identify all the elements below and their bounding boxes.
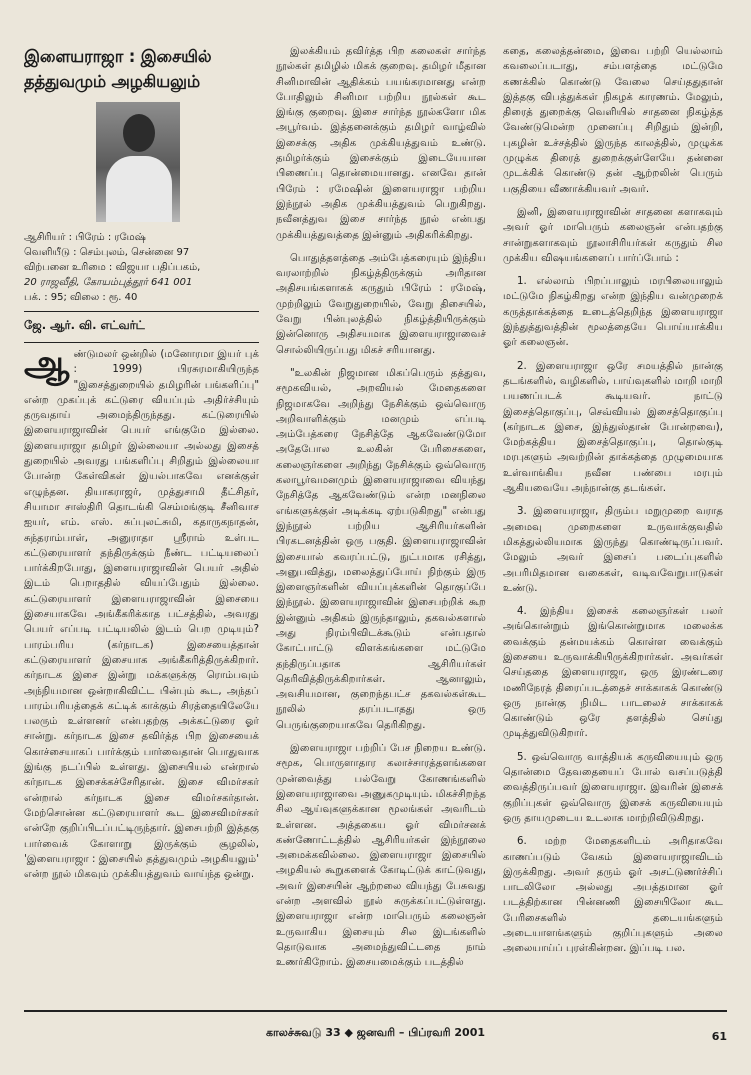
book-address: 20 ராஜவீதி, கோயம்புத்தூர் 641 001 bbox=[24, 277, 193, 288]
column-3 bbox=[503, 44, 723, 999]
author-photo bbox=[96, 102, 180, 222]
paragraph: பொதுத்தளத்தை அம்பேத்கரையும் இந்திய வரலாற்றில் நிகழ்த்திருக்கும் அரிதான அதிசயங்களாகக் கருதும் பிரேம் : ரமேஷ், முற்றிலும் வேறுதுறையில், வேறு திசையில், வேறு பின்புலத்தில் நிகழ்த்தியிருக்கும் இன்னொரு அதிசயமாக இளையராஜாவைச் சொல்லியிருப்பது மிகச் சரியானது. bbox=[276, 252, 486, 356]
book-author: ஆசிரியர் : பிரேம் : ரமேஷ் bbox=[24, 232, 146, 243]
book-publisher: வெளியீடு : செம்புலம், சென்னை 97 bbox=[24, 247, 190, 258]
list-item: 3. இளையராஜா, திரும்ப மறுமுறை வராத அமைவு முறைகளை உருவாக்குவதில் மிகத்துல்லியமாக இருந்து கொண்டிருப்பவர். மேலும் அவர் இசைப் படைப்புகளில் அபரிமிதமான வகைகள், வடிவவேறுபாடுகள் உண்டு. bbox=[503, 506, 723, 594]
book-pages-price: பக். : 95; விலை : ரூ. 40 bbox=[24, 292, 138, 303]
reviewer-name: ஜே. ஆர். வி. எட்வர்ட் bbox=[24, 318, 145, 332]
page-number: 61 bbox=[711, 1030, 727, 1043]
column-1 bbox=[24, 44, 259, 999]
paragraph: கதை, கலைத்தன்மை, இவை பற்றி யெல்லாம் கவலைப்படாது, சம்பளத்தை மட்டுமே கணக்கில் கொண்டு வேலை செய்ததுதான் இத்தகு விபத்துக்கள் நிகழக் காரணம். மேலும், திரைத் துறைக்கு வெளியில் சாதனை நிகழ்த்த வேண்டுமென்ற முனைப்பு சிறிதும் இன்றி, புகழின் உச்சத்தில் இருந்த காலத்தில், முழுக்க முழுக்க திரைத் துறைக்குள்ளேயே தன்னை முடக்கிக் கொண்டு தன் ஆற்றலின் பெரும் பகுதியை வீணாக்கியவர் அவர். bbox=[503, 46, 723, 195]
paragraph: இனி, இளையராஜாவின் சாதனை களாகவும் அவர் ஓர் மாபெரும் கலைஞன் என்பதற்கு சான்றுகளாகவும் நூலாசிரியர்கள் கருதும் சில முக்கிய விஷயங்களைப் பார்ப்போம் : bbox=[503, 206, 723, 264]
list-item: 6. மற்ற மேதைகளிடம் அரிதாகவே காணப்படும் வேகம் இளையராஜாவிடம் இருக்கிறது. அவர் தரும் ஓர் அசட்டுணர்ச்சிப் பாடலிலோ அல்லது அபத்தமான ஓர் படத்திற்கான பின்னணி இசையிலோ கூட பேரிசைகளில் தடையங்களும் அடையாளங்களும் குறிப்புகளும் அலை அலையாய்ப் புரள்கின்றன. இப்படி பல. bbox=[503, 836, 723, 955]
book-info bbox=[24, 230, 259, 305]
list-item: 5. ஒவ்வொரு வாத்தியக் கருவியையும் ஒரு தொன்மை தேவதையைப் போல் வசப்படுத்தி வைத்திருப்பவர் இளையராஜா. இவரின் இசைக் குறிப்புகள் ஒவ்வொரு இசைக் கருவியையும் ஒரு தாயமுடைய உடலாக மாற்றிவிடுகிறது. bbox=[503, 751, 723, 824]
drop-cap: ஆ bbox=[24, 343, 70, 384]
headline-line-1: இளையராஜா : இசையில் bbox=[24, 47, 212, 66]
paragraph: இலக்கியம் தவிர்த்த பிற கலைகள் சார்ந்த நூல்கள் தமிழில் மிகக் குறைவு. தமிழர் மீதான சினிமாவின் ஆதிக்கம் பயங்கரமானது என்ற போதிலும் சினிமா பற்றிய நூல்கள் கூட இங்கு குறைவு. இசை சார்ந்த நூல்களோ மிக அபூர்வம். இத்தனைக்கும் தமிழர் வாழ்வில் இசைக்கு அதிக முக்கியத்துவம் உண்டு. தமிழர்க்கும் இசைக்கும் இடையேயான பிணைப்பு தொன்மையானது. எனவே தான் பிரேம் : ரமேஷின் இளையராஜா பற்றிய இந்நூல் அதிக முக்கியத்துவம் பெறுகிறது. நவீனத்துவ இசை சார்ந்த நூல் என்பது முக்கியத்துவத்தை இன்னும் அதிகரிக்கிறது. bbox=[276, 46, 486, 241]
paragraph: இளையராஜா பற்றிப் பேச நிறைய உண்டு. சமூக, பொருளாதார கலாச்சாரத்தளங்களை முன்வைத்து பல்வேறு கோணங்களில் இளையராஜாவை அணுகமுடியும். மிகச்சிறந்த சில ஆய்வுகளுக்கான மூலங்கள் அவரிடம் உள்ளன. அத்தகைய ஓர் விமர்சனக் கண்ணோட்டத்தில் ஆசிரியர்கள் இந்நூலை அமைக்கவில்லை. இளையராஜா இசையில் அழகியல் கூறுகளைக் கோடிட்டுக் காட்டுவது, அவர் இசையின் ஆற்றலை வியந்து பேசுவது என்ற அளவில் நூல் சுருக்கப்பட்டுள்ளது. இளையராஜா என்ற மாபெரும் கலைஞன் உருவாகிய இசையும் சில இடங்களில் தொடுவாக அமைந்துவிட்டதை நாம் உணர்கிறோம். இசையமைக்கும் படத்தில் bbox=[276, 743, 486, 969]
list-item: 2. இளையராஜா ஒரே சமயத்தில் நான்கு தடங்களில், வழிகளில், பாய்வுகளில் மாறி மாறி பயணப்படக் கூடியவர். நாட்டு இசைத்தொகுப்பு, செவ்வியல் இசைத்தொகுப்பு (கர்நாடக இசை, இந்துஸ்தான் போன்றவை), மேற்கத்திய இசைத்தொகுப்பு, தொல்குடி மரபுகளும் அவற்றின் தாக்கத்தை முழுமையாக உள்வாங்கிய நவீன பண்பை மரபும் ஆகியவையே அந்நான்கு தடங்கள். bbox=[503, 360, 723, 495]
article-headline bbox=[24, 44, 259, 94]
headline-line-2: தத்துவமும் அழகியலும் bbox=[24, 72, 200, 91]
footer-magazine-info: காலச்சுவடு 33 ◆ ஜனவரி – பிப்ரவரி 2001 bbox=[265, 1026, 486, 1039]
list-item: 1. எல்லாம் பிறப்பாலும் மரபிலையாலும் மட்டுமே நிகழ்கிறது என்ற இந்திய வன்முறைக் கருத்தாக்கத்தை உடைத்தெறிந்த இளையராஜா இந்துத்துவத்தின் மூலத்தையே பொய்யாக்கிய ஓர் கலைஞன். bbox=[503, 276, 723, 349]
paragraph: "உலகின் நிஜமான மிகப்பெரும் தத்துவ, சமூகவியல், அறவியல் மேதைகளை நிஜமாகவே அறிந்து நேசிக்கும் ஒவ்வொரு அறிவாளிக்கும் மனமும் எப்படி அம்பேத்கரை நேசித்தே ஆகவேண்டுமோ அதேபோல உலகின் பேரிசைகளை, கலைஞர்களை அறிந்து நேசிக்கும் ஒவ்வொரு கலாபூர்வமனமும் இளையராஜாவை வியந்து நேசித்தே ஆகவேண்டும் என்ற மனநிலை எங்களுக்குள் அடிக்கடி ஏற்படுகிறது" என்பது இந்நூல் பற்றிய ஆசிரியர்களின் பிரகடனத்தின் ஒரு பகுதி. இளையராஜாவின் இசையால் கவரப்பட்டு, நுட்பமாக ரசித்து, அனுபவித்து, மலைத்துப்போய் நிற்கும் இரு இளைஞர்களின் வியப்புக்களின் தொகுப்பே இந்நூல். இளையராஜாவின் இசைபற்றிக் கூற இன்னும் அதிகம் இருந்தாலும், தகவல்களால் அது நிரம்பிவிடக்கூடும் என்பதால் கோட்பாட்டு விளக்கங்களை மட்டுமே தந்திருப்பதாக ஆசிரியர்கள் தெரிவித்திருக்கிறார்கள். ஆனாலும், அவசியமான, குறைந்தபட்ச தகவல்கள்கூட நூலில் தரப்படாதது ஒரு பெருங்குறையாகவே தெரிகிறது. bbox=[276, 367, 486, 731]
list-item: 4. இந்திய இசைக் கலைஞர்கள் பலர் அங்கொன்றும் இங்கொன்றுமாக மலைக்க வைக்கும் தன்மயக்கம் கொள்ள வைக்கும் இசையை உருவாக்கியிருக்கிறார்கள். அவர்கள் செய்ததை இளையராஜா, ஒரு இரண்டரை மணிநேரத் திரைப்படத்தைச் சாக்காகக் கொண்டு ஒரு நான்கு நிமிட பாடலைச் சாக்காகக் கொண்டும் ஒரே தளத்தில் செய்து முடித்துவிடுகிறார். bbox=[503, 606, 723, 740]
column-2 bbox=[276, 44, 486, 999]
footer-rule bbox=[24, 1010, 727, 1012]
paragraph-text: ண்டுமலர் ஒன்றில் (மனோரமா இயர் புக் : 1999) பிரசுரமாகியிருந்த "இசைத்துறையில் தமிழரின் பங்களிப்பு" என்ற முகப்புக் கட்டுரை வியப்பும் அதிர்ச்சியும் தருவதாய் அமைந்திருந்தது. கட்டுரையில் இளையராஜாவின் பெயர் எங்குமே இல்லை. இளையராஜா தமிழர் இல்லையா அல்லது இசைத் துறையில் அவரது பங்களிப்பு சிறிதும் இல்லையா போன்ற கேள்விகள் இயல்பாகவே எனக்குள் எழுந்தன. தியாகராஜர், முத்துசாமி தீட்சிதர், சியாமா சாஸ்திரி தொடங்கி செம்மங்குடி சீனிவாச ஐயர், எம். எஸ். சுப்புலட்சுமி, கதாருகநாதன், சுந்தராம்பாள், அனுராதா ஸ்ரீராம் உள்பட கட்டுரையாளர் தந்திருக்கும் நீண்ட பட்டியலைப் பார்க்கிறபோது, இளையராஜாவின் பெயர் அதில் இடம் பெறாததில் வியப்பேதும் இல்லை. கட்டுரையாளர் இளையராஜாவின் இசையை இசையாகவே அங்கீகரிக்காத பட்சத்தில், அவரது பெயர் எப்படி பட்டியலில் இடம் பெற முடியும்? பாரம்பரிய (கர்நாடக) இசையைத்தான் கட்டுரையாளர் இசையாக அங்கீகரித்திருக்கிறார். கர்நாடக இசை இன்று மக்களுக்கு ரொம்பவும் அந்நியமான ஒன்றாகிவிட்ட பின்பும் கூட, அந்தப் பாரம்பரியத்தைக் கட்டிக் காக்கும் சிரத்தையிலேயே பலரும் உள்ளனர் என்பதற்கு அக்கட்டுரை ஓர் சான்று. கர்நாடக இசை தவிர்த்த பிற இசையைக் கொச்சையாகப் பார்க்கும் பார்வைதான் பொதுவாக இங்கு நடப்பில் உள்ளது. இசையியல் என்றால் கர்நாடக இசைக்கச்சேரிதான். இசை விமர்சகர் என்றால் கர்நாடக இசை விமர்சகர்தான். மேற்சொன்ன கட்டுரையாளர் கூட இசைவிமர்சகர் என்றே குறிப்பிடப்பட்டிருந்தார். இசைபற்றி இத்தகு பார்வைக் கோளாறு இருக்கும் சூழலில், 'இளையராஜா : இசையில் தத்துவமும் அழகியலும்' என்ற நூல் மிகவும் முக்கியத்துவம் வாய்ந்த ஒன்று. bbox=[24, 349, 259, 881]
book-sales-rights: விற்பனை உரிமை : விஜயா பதிப்பகம், bbox=[24, 262, 201, 273]
divider bbox=[24, 311, 259, 312]
paragraph bbox=[24, 343, 259, 882]
